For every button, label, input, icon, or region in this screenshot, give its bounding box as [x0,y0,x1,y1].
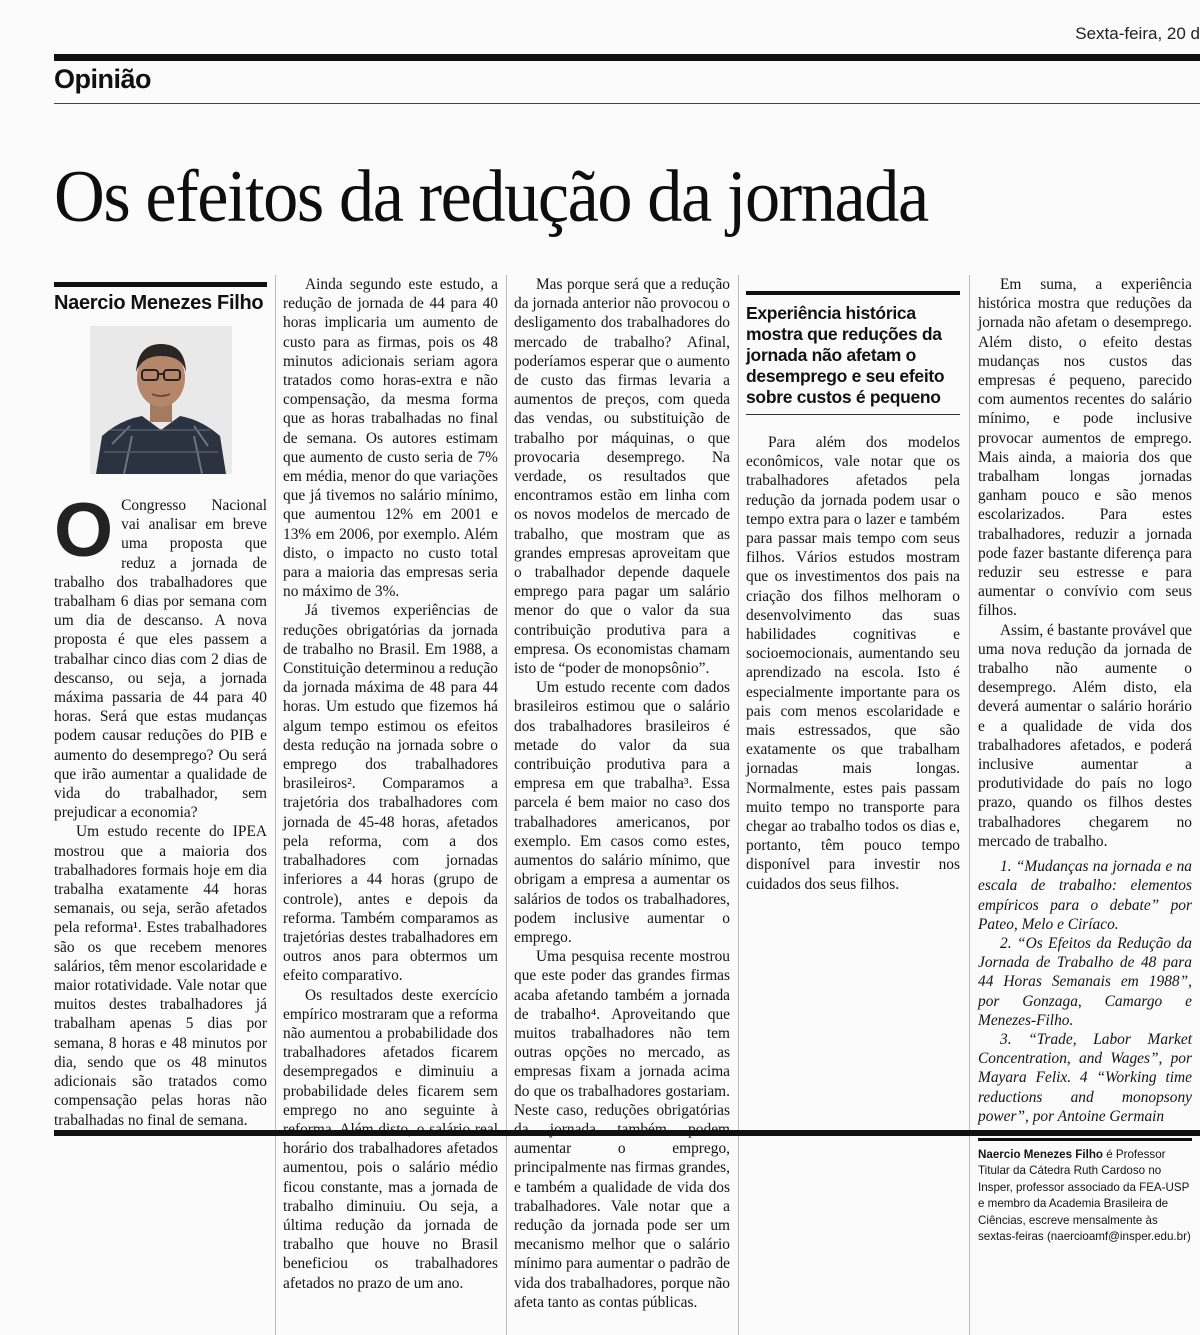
paragraph-11: Assim, é bastante provável que uma nova redução da jornada de trabalho não aumente o desemprego. Além disto, ela deverá aumentar o salário horário e a qualidade de vida dos trabalhadores afetados, e poderá inclusive aumentar a produtividade do país no logo prazo, quando os filhos destes trabalhadores chegarem no mercado de trabalho. [978,621,1192,850]
headline: Os efeitos da redução da jornada [54,156,928,238]
section-title: Opinião [54,64,151,94]
column-rule [506,275,507,1335]
paragraph-2: Um estudo recente do IPEA mostrou que a maioria dos trabalhadores formais hoje em dia trabalha exatamente 44 horas semanais, ou seja, serão afetados pela reforma¹. Estes trabalhadores são os que recebem menores salários, têm menor escolaridade e maior rotatividade. Vale notar que muitos destes trabalhadores já trabalham apenas 5 dias por semana, 8 horas e 48 minutos por dia, sendo que os 48 minutos adicionais são tratados como compensação pelas horas não trabalhadas no final de semana. [54,823,267,1129]
column-2 [283,275,498,1293]
issue-date: Sexta-feira, 20 d [1075,24,1200,43]
section-rule [54,103,1200,104]
paragraph-8: Uma pesquisa recente mostrou que este poder das grandes firmas acaba afetando também a jornada de trabalho⁴. Aproveitando que muitos trabalhadores não tem outras opções no mercado, as empresas fixam a jornada acima do que os trabalhadores gostariam. Neste caso, reduções obrigatórias aumentar o emprego, principalmente nas firmas grandes, e também a qualidade de vida dos trabalhadores. Vale notar que a redução da jornada pode ser um mecanismo melhor que o salário mínimo para aumentar o padrão de vida dos trabalhadores, porque não afeta tanto as contas públicas. [514,948,730,1311]
pull-quote: Experiência histórica mostra que reduções da jornada não afetam o desemprego e seu efeito sobre custos é pequeno [746,291,960,415]
paragraph-10: Em suma, a experiência histórica mostra que reduções da jornada não afetam o desemprego. Além disto, o efeito destas mudanças nos custos das empresas é pequeno, parecido com aumentos recentes do salário mínimo, e pode inclusive provocar aumentos de emprego. Mais ainda, a maioria dos que trabalham longas jornadas ganham pouco e são menos escolarizados. Para estes trabalhadores, reduzir a jornada pode fazer bastante diferença para reduzir seu estresse e para aumentar o convívio com seus filhos. [978,276,1192,620]
footnotes [978,857,1192,1126]
paragraph-3: Ainda segundo este estudo, a redução de jornada de 44 para 40 horas implicaria um aumento de custo para as firmas, pois os 48 minutos adicionais seriam agora tratados como horas-extra e não compensação, da mesma forma que as horas trabalhadas no final de semana. Os autores estimam que aumento de custo seria de 7% em média, menor do que variações que já tivemos no salário mínimo, que aumentou 12% em 2001 e 13% em 2006, por exemplo. Além disto, o impacto no custo total para a maioria das empresas seria no máximo de 3%. [283,276,498,601]
portrait-icon [90,326,232,474]
paragraph-4: Já tivemos experiências de reduções obrigatórias da jornada de trabalho no Brasil. Em 1988, a Constituição determinou a redução da jornada máxima de 48 para 44 horas. Um estudo que fizemos há algum tempo estimou os efeitos desta redução na jornada sobre o emprego dos trabalhadores brasileiros². Comparamos a trajetória dos trabalhadores com jornada de 45-48 horas, afetados pela reforma, com a dos trabalhadores com jornadas inferiores a 44 horas (grupo de controle), antes e depois da reforma. Também comparamos as trajetórias destes trabalhadores em outros anos para obtermos um efeito comparativo. [283,602,498,985]
top-rule [54,54,1200,61]
column-5 [978,275,1192,1246]
bio-name: Naercio Menezes Filho [978,1147,1103,1161]
column-1 [54,282,267,1130]
author-rule [54,282,267,287]
paragraph-5: Os resultados deste exercício empírico mostraram que a reforma não aumentou a probabilidade dos trabalhadores afetados ficarem desempregados e diminuiu a probabilidade deles ficarem sem emprego no ano seguinte à horário dos trabalhadores afetados aumentou, pois o salário médio ficou constante, mas a jornada de trabalho diminuiu. Ou seja, a última redução da jornada de trabalho que houve no Brasil beneficiou os trabalhadores afetados no prazo de um ano. [283,986,498,1292]
author-name: Naercio Menezes Filho [54,292,264,314]
footnote-3: 3. “Trade, Labor Market Concentration, and Wages”, por Mayara Felix. 4 “Working time reductions and monopsony power”, por Antoine Germain [978,1030,1192,1125]
paragraph-7: Um estudo recente com dados brasileiros estimou que o salário dos trabalhadores brasileiros é metade do valor da sua contribuição produtiva para a empresa em que trabalha³. Essa parcela é bem maior no caso dos trabalhadores americanos, por exemplo. Em casos como estes, aumentos do salário mínimo, que obrigam a empresa a aumentar os salários de todos os trabalhadores, podem inclusive aumentar o emprego. [514,679,730,946]
bio-text: é Professor Titular da Cátedra Ruth Cardoso no Insper, professor associado da FEA-USP e membro da Academia Brasileira de Ciências, escreve mensalmente às sextas-feiras (naercioamf@insper.edu.br) [978,1147,1191,1244]
drop-cap: O [54,488,114,573]
footnote-1: 1. “Mudanças na jornada e na escala de trabalho: elementos empíricos para o debate” por Pateo, Melo e Ciríaco. [978,858,1192,933]
bottom-rule [54,1130,1200,1136]
column-rule [969,275,970,1335]
column-rule [275,275,276,1335]
author-photo [90,326,232,474]
paragraph-9: Para além dos modelos econômicos, vale notar que os trabalhadores afetados pela redução da jornada podem usar o tempo extra para o lazer e também para passar mais tempo com seus filhos. Vários estudos mostram que os investimentos dos pais na criação dos filhos melhoram o desenvolvimento das suas habilidades cognitivas e socioemocionais, aumentando seu aprendizado na escola. Isto é especialmente importante para os pais com menos escolaridade e mais estressados, que são exatamente os que trabalham jornadas mais longas. Normalmente, estes pais passam muito tempo no transporte para chegar ao trabalho todos os dias e, portanto, têm pouco tempo disponível para investir nos cuidados dos seus filhos. [746,434,960,893]
footnote-2: 2. “Os Efeitos da Redução da Jornada de Trabalho de 48 para 44 Horas Semanais em 1988”, por Gonzaga, Camargo e Menezes-Filho. [978,934,1192,1029]
author-bio [978,1138,1192,1246]
column-3 [514,275,730,1312]
column-4 [746,275,960,894]
column-rule [738,275,739,1335]
paragraph-6: Mas porque será que a redução da jornada anterior não provocou o desligamento dos trabalhadores do mercado de trabalho? Afinal, poderíamos esperar que o aumento de custo das firmas levaria a aumentos de preços, com queda das vendas, ou substituição de trabalho por máquinas, o que provocaria desemprego. Na verdade, os resultados que encontramos estão em linha com os novos modelos de mercado de trabalho, que mostram que as grandes empresas aproveitam que o trabalhador depende daquele emprego para pagar um salário menor do que o valor da sua contribuição produtiva para a empresa. Os economistas chamam isto de “poder de monopsônio”. [514,276,730,678]
paragraph-1: Congresso Nacional vai analisar em breve uma proposta que reduz a jornada de trabalho dos trabalhadores que trabalham 6 dias por semana com um dia de descanso. A nova proposta é que eles passem a trabalhar cinco dias com 2 dias de descanso, ou seja, a jornada máxima passaria de 44 para 40 horas. Será que estas mudanças podem causar reduções do PIB e aumento do desemprego? Ou será que irão aumentar a qualidade de vida do trabalhador, sem prejudicar a economia? [54,497,267,822]
